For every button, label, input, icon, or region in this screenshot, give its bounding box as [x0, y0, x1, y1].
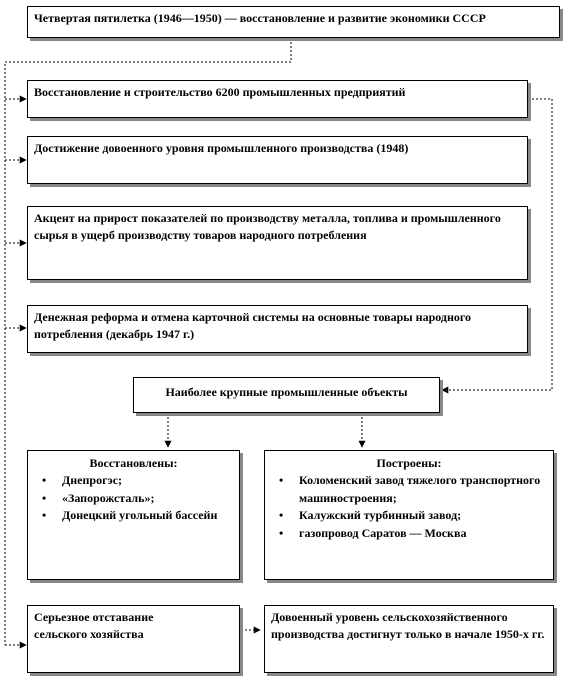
agriculture-lag-text: Серьезное отставание сельского хозяйства: [34, 610, 154, 642]
list-item: • Калужский турбинный завод;: [299, 507, 549, 524]
header-title: Четвертая пятилетка (1946—1950) — восстановление и развитие экономики СССР: [34, 11, 486, 25]
objects-title-box: [133, 377, 440, 413]
item-box-3: [27, 206, 528, 280]
item-box-4: [27, 305, 528, 353]
item-text-1: Восстановление и строительство 6200 промышленных предприятий: [34, 85, 406, 99]
item-text-4: Денежная реформа и отмена карточной системы на основные товары народного потребления (декабрь 1947 г.): [34, 310, 472, 342]
restored-box: [27, 450, 240, 580]
agriculture-level-box: [264, 605, 554, 673]
header-box: [27, 6, 560, 38]
list-item: • Донецкий угольный бассейн: [62, 507, 235, 524]
agriculture-level-text: Довоенный уровень сельскохозяйственного производства достигнут только в начале 1950-х гг.: [271, 610, 545, 642]
item-text-3: Акцент на прирост показателей по производству металла, топлива и промышленного сырья в ущерб производству товаров народного потребления: [34, 211, 501, 243]
list-item: • Днепрогэс;: [62, 472, 235, 489]
objects-title: Наиболее крупные промышленные объекты: [165, 385, 408, 399]
item-box-2: [27, 136, 528, 184]
item-box-1: [27, 80, 528, 118]
item-text-2: Достижение довоенного уровня промышленного производства (1948): [34, 141, 409, 155]
built-title: Построены:: [376, 456, 442, 470]
agriculture-lag-box: [27, 605, 240, 673]
list-item: • «Запорожсталь»;: [62, 490, 235, 507]
restored-list: [28, 472, 239, 524]
built-box: [264, 450, 554, 580]
restored-title: Восстановлены:: [89, 456, 178, 470]
list-item: • Коломенский завод тяжелого транспортного машиностроения;: [299, 472, 549, 507]
built-list: [265, 472, 553, 542]
list-item: • газопровод Саратов — Москва: [299, 525, 549, 542]
